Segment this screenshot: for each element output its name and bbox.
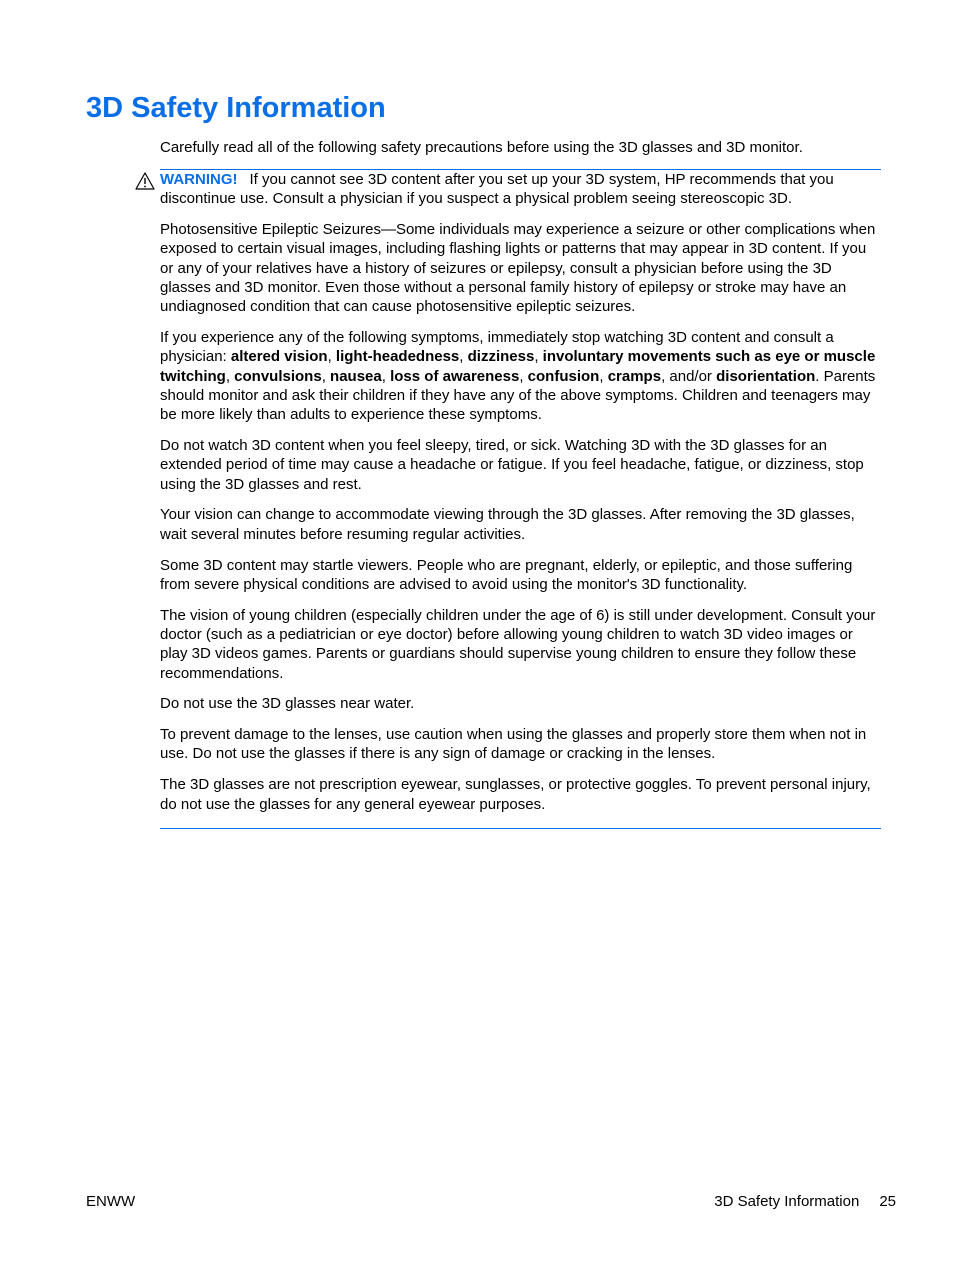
warning-paragraph [160, 170, 881, 209]
separator: , [599, 367, 608, 385]
symptoms-paragraph [160, 328, 881, 424]
symptom-term: dizziness [467, 348, 535, 366]
warning-text: If you cannot see 3D content after you set up your 3D system, HP recommends that you discontinue use. Consult a physician if you suspect a physical problem seeing stereoscopic 3D. [160, 171, 834, 208]
separator: , [534, 348, 543, 366]
page-title: 3D Safety Information [86, 92, 386, 124]
warning-block [160, 169, 881, 829]
warning-label: WARNING! [160, 171, 238, 188]
warning-triangle-icon [135, 172, 155, 190]
startle-paragraph: Some 3D content may startle viewers. People who are pregnant, elderly, or epileptic, and those suffering from severe physical conditions are advised to avoid using the monitor's 3D functionality. [160, 556, 853, 593]
separator: , [327, 348, 336, 366]
separator: , [459, 348, 468, 366]
symptoms-lead: If you experience any of the following symptoms, immediately stop watching 3D content and consult a physician: [160, 329, 834, 366]
symptom-term: convulsions [234, 367, 322, 385]
intro-paragraph: Carefully read all of the following safety precautions before using the 3D glasses and 3D monitor. [160, 139, 803, 156]
symptom-term: confusion [527, 367, 600, 385]
lenses-paragraph: To prevent damage to the lenses, use caution when using the glasses and properly store them when not in use. Do not use the glasses if there is any sign of damage or cracking in the lenses. [160, 726, 867, 763]
separator: , [381, 367, 391, 385]
symptom-term: light-headedness [335, 348, 460, 366]
symptom-term: nausea [330, 367, 382, 385]
symptom-term: loss of awareness [390, 367, 520, 385]
children-paragraph: The vision of young children (especially children under the age of 6) is still under development. Consult your doctor (such as a pediatrician or eye doctor) before allowing young children to watch 3D video images or play 3D videos games. Parents or guardians should supervise young children to ensure they follow these recommendations. [160, 606, 876, 682]
sleepy-paragraph: Do not watch 3D content when you feel sleepy, tired, or sick. Watching 3D with the 3D glasses for an extended period of time may cause a headache or fatigue. If you feel headache, fatigue, or dizziness, stop using the 3D glasses and rest. [160, 437, 864, 493]
andor-text: , and/or [661, 367, 717, 385]
water-paragraph: Do not use the 3D glasses near water. [160, 695, 415, 713]
prescription-paragraph: The 3D glasses are not prescription eyewear, sunglasses, or protective goggles. To prevent personal injury, do not use the glasses for any general eyewear purposes. [160, 776, 871, 813]
footer-section: 3D Safety Information [714, 1193, 860, 1210]
symptom-term: cramps [607, 367, 662, 385]
symptom-term: involuntary movements such as eye or muscle twitching [160, 348, 876, 385]
symptoms-tail: . Parents should monitor and ask their children if they have any of the above symptoms. Children and teenagers may be more likely than adults to experience these symptoms. [160, 367, 876, 424]
footer-right [714, 1192, 896, 1211]
symptom-term: altered vision [230, 348, 328, 366]
separator: , [321, 367, 331, 385]
page-number: 25 [879, 1193, 896, 1210]
symptom-term: disorientation [716, 367, 816, 385]
vision-paragraph: Your vision can change to accommodate viewing through the 3D glasses. After removing the 3D glasses, wait several minutes before resuming regular activities. [160, 506, 855, 543]
seizures-paragraph: Photosensitive Epileptic Seizures—Some individuals may experience a seizure or other complications when exposed to certain visual images, including flashing lights or patterns that may appear in 3D content. If you or any of your relatives have a history of seizures or epilepsy, consult a physician before using the 3D glasses and 3D monitor. Even those without a personal family history of epilepsy or stroke may have an undiagnosed condition that can cause photosensitive epileptic seizures. [160, 221, 876, 316]
footer-left: ENWW [86, 1193, 136, 1210]
separator: , [225, 367, 235, 385]
separator: , [519, 367, 528, 385]
